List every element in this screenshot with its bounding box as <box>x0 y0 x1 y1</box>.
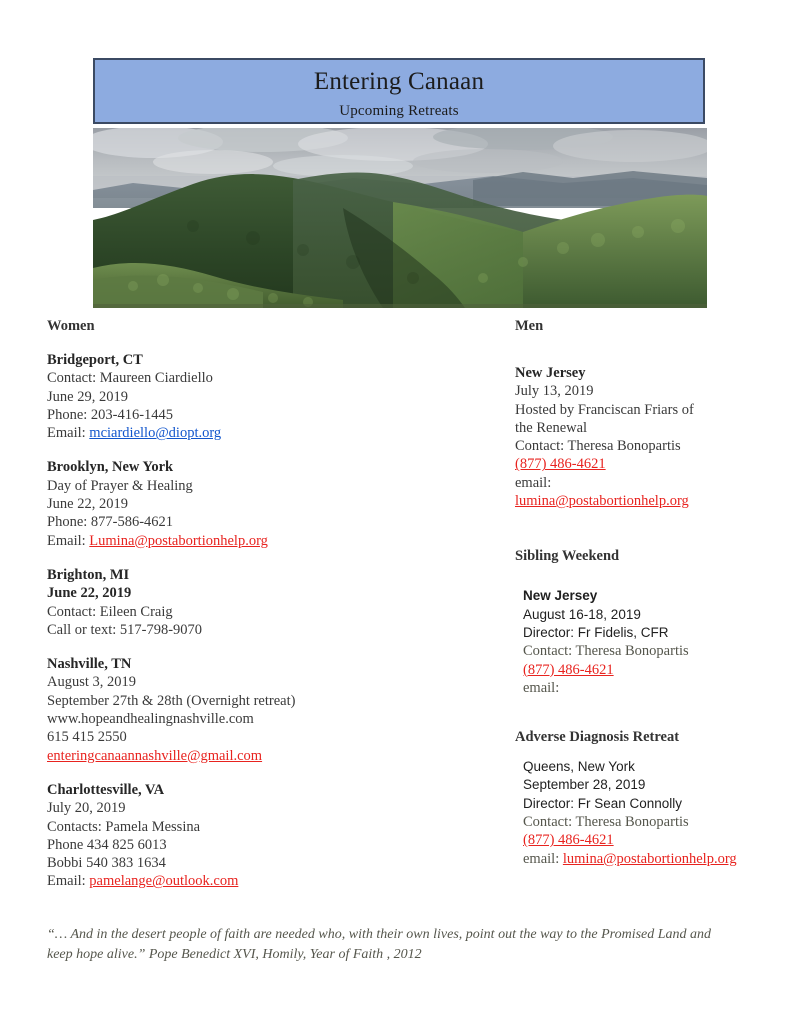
section-sibling-weekend <box>515 548 790 697</box>
entry-line: the Renewal <box>515 419 588 436</box>
entry-line: Contact: Maureen Ciardiello <box>47 370 213 387</box>
entry-line: Bobbi 540 383 1634 <box>47 855 166 872</box>
entry-line: Call or text: 517-798-9070 <box>47 621 203 638</box>
entry-line: September 28, 2019 <box>523 777 646 793</box>
phone-link[interactable]: (877) 486-4621 <box>523 832 614 849</box>
column-heading-women: Women <box>47 318 95 334</box>
email-link[interactable]: lumina@postabortionhelp.org <box>515 493 689 510</box>
email-link[interactable]: enteringcanaannashville@gmail.com <box>47 747 263 764</box>
phone-link[interactable]: (877) 486-4621 <box>515 456 606 473</box>
section-adverse-diagnosis <box>515 729 790 868</box>
entry-email-line <box>47 532 477 550</box>
email-label: email: <box>515 474 552 491</box>
entry-email-line <box>47 747 477 765</box>
entry-title: Brooklyn, New York <box>47 459 174 476</box>
retreat-entry-brighton <box>47 566 477 639</box>
title-banner <box>93 58 705 124</box>
page-title: Entering Canaan <box>313 68 485 95</box>
entry-title: Brighton, MI <box>47 566 130 583</box>
section-heading-sibling-weekend: Sibling Weekend <box>515 548 620 565</box>
entry-line: Phone: 203-416-1445 <box>47 406 174 423</box>
entry-line: July 13, 2019 <box>515 383 594 400</box>
entry-phone-line <box>515 455 790 473</box>
entry-email-line <box>47 424 477 442</box>
retreat-entry-nashville <box>47 655 477 765</box>
entry-line: Queens, New York <box>523 759 635 775</box>
entry-line: August 3, 2019 <box>47 674 137 691</box>
women-column <box>47 318 477 891</box>
email-link[interactable]: pamelange@outlook.com <box>89 873 239 890</box>
quote-line-2: keep hope alive.” Pope Benedict XVI, Homily, Year of Faith , 2012 <box>47 947 422 962</box>
entry-line: Contacts: Pamela Messina <box>47 818 201 835</box>
email-label: email: <box>523 679 560 696</box>
quote-line-1: “… And in the desert people of faith are needed who, with their own lives, point out the way to the Promised Land and <box>47 927 712 942</box>
entry-line: Contact: Eileen Craig <box>47 603 173 620</box>
entry-line: Hosted by Franciscan Friars of <box>515 401 694 418</box>
entry-title: New Jersey <box>523 588 598 604</box>
entry-title: Charlottesville, VA <box>47 781 165 798</box>
email-label: Email: <box>47 532 90 549</box>
men-column <box>515 318 790 868</box>
entry-email-line <box>515 492 790 510</box>
column-heading-men: Men <box>515 318 544 334</box>
entry-line: Day of Prayer & Healing <box>47 477 193 494</box>
retreat-entry-bridgeport <box>47 351 477 442</box>
entry-contact: Contact: Theresa Bonopartis <box>523 643 689 660</box>
email-label: Email: <box>47 873 90 890</box>
entry-line: July 20, 2019 <box>47 800 126 817</box>
landscape-illustration <box>93 128 707 308</box>
entry-phone-line <box>523 661 790 679</box>
entry-line: Director: Fr Fidelis, CFR <box>523 624 669 640</box>
email-label: Email: <box>47 425 90 442</box>
entry-phone-line <box>523 831 790 849</box>
email-link[interactable]: mciardiello@diopt.org <box>89 425 222 442</box>
entry-email-line <box>523 850 790 868</box>
entry-line: August 16-18, 2019 <box>523 606 641 622</box>
entry-date-bold: June 22, 2019 <box>47 585 132 602</box>
entry-line: Phone: 877-586-4621 <box>47 514 174 531</box>
email-link[interactable]: Lumina@postabortionhelp.org <box>89 532 268 549</box>
entry-website: www.hopeandhealingnashville.com <box>47 711 254 728</box>
entry-title: New Jersey <box>515 365 586 381</box>
closing-quote <box>47 925 757 965</box>
entry-line: 615 415 2550 <box>47 729 127 746</box>
entry-email-line <box>47 872 477 890</box>
phone-link[interactable]: (877) 486-4621 <box>523 661 614 678</box>
entry-contact: Contact: Theresa Bonopartis <box>523 814 689 831</box>
entry-line: June 22, 2019 <box>47 496 128 513</box>
entry-title: Nashville, TN <box>47 656 132 673</box>
retreat-entry-sibling-new-jersey <box>523 587 790 697</box>
mountain-landscape-photo <box>93 128 707 308</box>
email-label: email: <box>523 850 563 867</box>
entry-contact: Contact: Theresa Bonopartis <box>515 438 681 455</box>
retreat-entry-brooklyn <box>47 458 477 549</box>
section-heading-adverse-diagnosis: Adverse Diagnosis Retreat <box>515 729 680 746</box>
email-link[interactable]: lumina@postabortionhelp.org <box>562 850 737 867</box>
entry-line: Director: Fr Sean Connolly <box>523 795 683 811</box>
retreat-entry-charlottesville <box>47 781 477 891</box>
retreat-entry-men-new-jersey <box>515 364 790 510</box>
entry-line: September 27th & 28th (Overnight retreat) <box>47 692 296 709</box>
entry-line: Phone 434 825 6013 <box>47 836 167 853</box>
entry-title: Bridgeport, CT <box>47 352 143 368</box>
retreat-entry-adverse-queens <box>523 758 790 868</box>
page-subtitle: Upcoming Retreats <box>339 103 459 120</box>
entry-line: June 29, 2019 <box>47 388 128 405</box>
